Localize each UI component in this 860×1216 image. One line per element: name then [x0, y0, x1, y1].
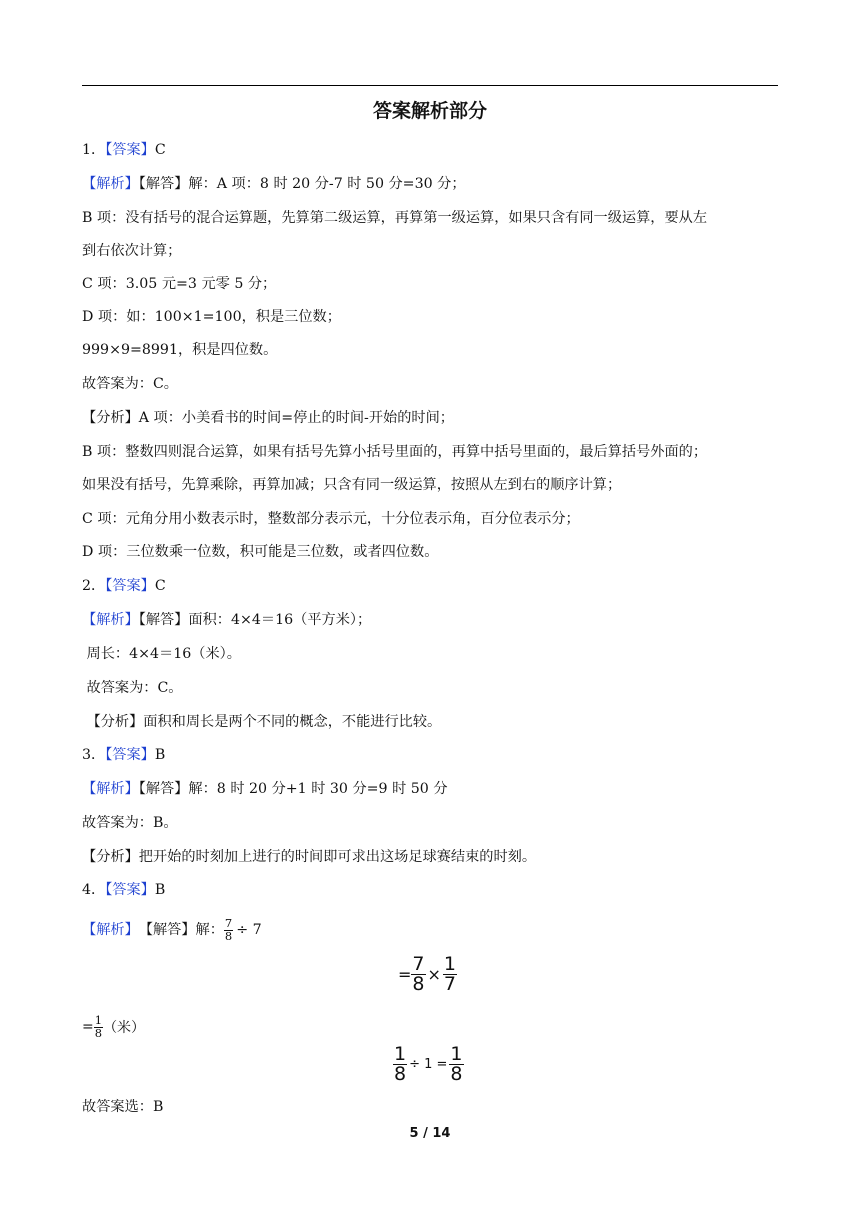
q1-line-12: D 项：三位数乘一位数，积可能是三位数，或者四位数。 [82, 544, 439, 560]
q2-text-1: 【解答】面积：4×4＝16（平方米）； [138, 612, 372, 628]
q2-jiexi-tag: 【解析】 [82, 612, 139, 628]
q4-eq3-f1-denominator: 8 [394, 1063, 407, 1085]
q4-eq2-denominator: 8 [94, 1025, 103, 1040]
q4-eq3-f2-numerator: 1 [450, 1043, 463, 1065]
q1-line-1 [82, 174, 466, 194]
q4-eq1-f1-denominator: 8 [412, 973, 425, 995]
q1-jiexi-tag: 【解析】 [82, 176, 139, 192]
q4-eq3-f1-numerator: 1 [394, 1043, 407, 1065]
q4-equation-1 [398, 955, 457, 994]
q2-answer-tag: 【答案】 [105, 578, 155, 594]
q3-line-1 [82, 779, 448, 799]
q1-answer-line [82, 140, 166, 160]
q1-answer: C [154, 142, 166, 158]
section-title: 答案解析部分 [372, 100, 487, 122]
header-rule [82, 85, 778, 86]
q4-conclusion: 故答案选：B [82, 1099, 164, 1115]
q4-answer-tag: 【答案】 [105, 882, 155, 898]
q3-jiexi-tag: 【解析】 [82, 781, 139, 797]
q1-line-8: 【分析】A 项：小美看书的时间=停止的时间-开始的时间； [82, 410, 454, 426]
q3-number: 3． [82, 747, 106, 763]
q4-fraction-seven-eighths [224, 918, 233, 942]
q1-line-5: D 项：如：100×1=100，积是三位数； [82, 309, 341, 325]
q4-eq2-equals: = [82, 1019, 94, 1035]
q4-eq3-f2-denominator: 8 [450, 1063, 463, 1085]
q3-line-3: 【分析】把开始的时刻加上进行的时间即可求出这场足球赛结束的时刻。 [82, 849, 537, 865]
q4-eq3-divide-one: ÷ 1 = [409, 1057, 448, 1072]
q4-eq1-fraction-1 [411, 955, 425, 994]
q2-answer-line [82, 576, 166, 596]
q2-line-4: 【分析】面积和周长是两个不同的概念，不能进行比较。 [82, 714, 442, 730]
q2-number: 2． [82, 578, 106, 594]
q2-answer: C [154, 578, 166, 594]
q4-eq1-f1-numerator: 7 [412, 953, 425, 975]
q4-f1-numerator: 7 [224, 916, 233, 930]
q4-answer-line [82, 880, 165, 900]
q1-number: 1． [82, 142, 106, 158]
q4-eq1-f2-denominator: 7 [443, 973, 456, 995]
q1-line-10: 如果没有括号，先算乘除，再算加减；只含有同一级运算，按照从左到右的顺序计算； [82, 477, 622, 493]
q4-eq2-unit: （米） [103, 1020, 146, 1036]
q1-line-11: C 项：元角分用小数表示时，整数部分表示元，十分位表示角，百分位表示分； [82, 511, 580, 527]
q4-eq1-fraction-2 [443, 955, 457, 994]
page-number: 5 / 14 [409, 1126, 451, 1141]
q1-text-1: 【解答】解：A 项：8 时 20 分-7 时 50 分=30 分； [138, 176, 466, 192]
q4-number: 4． [82, 882, 106, 898]
q4-eq1-f2-numerator: 1 [443, 953, 456, 975]
q2-line-3: 故答案为：C。 [82, 680, 183, 696]
q1-line-9: B 项：整数四则混合运算，如果有括号先算小括号里面的，再算中括号里面的，最后算括号外面的； [82, 444, 708, 460]
q1-line-3: 到右依次计算； [82, 243, 182, 259]
q4-f1-denominator: 8 [224, 928, 233, 943]
q4-eq1-times: × [427, 965, 441, 984]
q4-equation-3 [393, 1045, 464, 1084]
q3-answer: B [154, 747, 166, 763]
q1-line-6: 999×9=8991，积是四位数。 [82, 342, 278, 358]
q1-line-4: C 项：3.05 元=3 元零 5 分； [82, 276, 277, 292]
q4-eq1-equals: = [398, 965, 412, 984]
q4-equation-2 [82, 1015, 145, 1039]
q2-line-1 [82, 610, 371, 630]
q1-line-2: B 项：没有括号的混合运算题，先算第二级运算，再算第一级运算，如果只含有同一级运算，要从左 [82, 210, 708, 226]
q4-line-1 [82, 918, 262, 942]
q3-answer-tag: 【答案】 [105, 747, 155, 763]
q4-text-1: 【解答】解： [138, 922, 224, 938]
q4-jiexi-tag: 【解析】 [82, 922, 139, 938]
q4-eq2-fraction [94, 1015, 103, 1039]
q1-answer-tag: 【答案】 [105, 142, 155, 158]
q4-divide-seven: ÷ 7 [236, 922, 262, 938]
q4-eq3-fraction-2 [449, 1045, 463, 1084]
q4-answer: B [154, 882, 166, 898]
q3-answer-line [82, 745, 165, 765]
q4-eq3-fraction-1 [393, 1045, 407, 1084]
q4-eq2-numerator: 1 [94, 1013, 103, 1027]
q2-line-2: 周长：4×4＝16（米）。 [82, 646, 241, 662]
q3-line-2: 故答案为：B。 [82, 815, 178, 831]
q1-line-7: 故答案为：C。 [82, 376, 178, 392]
q3-text-1: 【解答】解：8 时 20 分+1 时 30 分=9 时 50 分 [138, 781, 448, 797]
